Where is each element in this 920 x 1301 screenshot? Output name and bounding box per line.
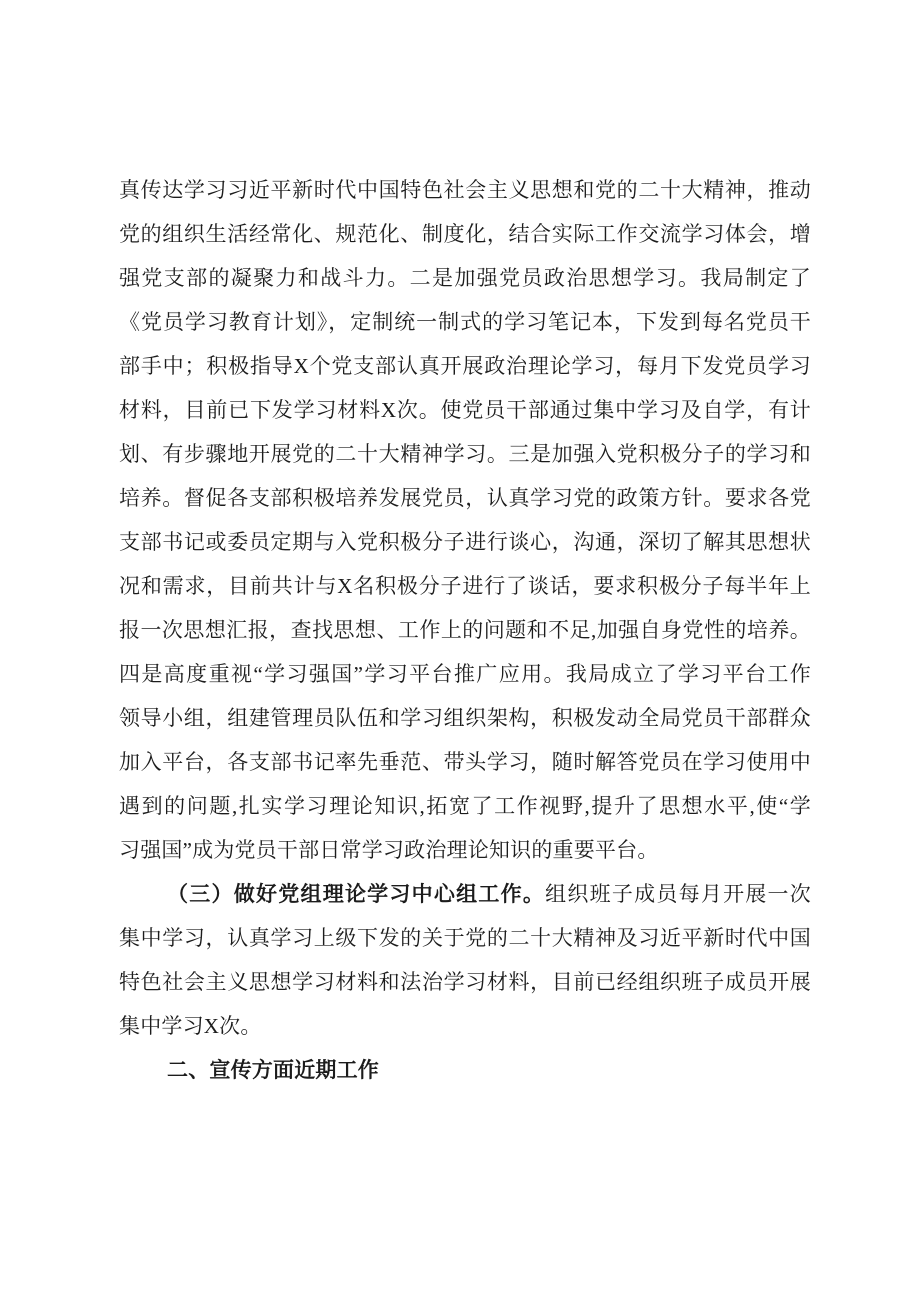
bold-text-run: 二、宣传方面近期工作 bbox=[167, 1058, 379, 1082]
text-run: 报一次思想汇报，查找思想、工作上的问题和不足,加强自身党性的培养。 bbox=[119, 618, 811, 642]
text-line bbox=[119, 1048, 811, 1092]
text-run: 强党支部的凝聚力和战斗力。二是加强党员政治思想学习。我局制定了 bbox=[119, 266, 811, 290]
text-run: 领导小组，组建管理员队伍和学习组织架构，积极发动全局党员干部群众 bbox=[119, 706, 811, 730]
text-run: 《党员学习教育计划》，定制统一制式的学习笔记本，下发到每名党员干 bbox=[119, 310, 811, 334]
text-run: 培养。督促各支部积极培养发展党员，认真学习党的政策方针。要求各党 bbox=[119, 486, 811, 510]
document-body bbox=[119, 168, 811, 1092]
text-run: 真传达学习习近平新时代中国特色社会主义思想和党的二十大精神，推动 bbox=[119, 178, 811, 202]
text-line bbox=[119, 608, 811, 652]
text-run: 习强国”成为党员干部日常学习政治理论知识的重要平台。 bbox=[119, 838, 659, 862]
text-line bbox=[119, 960, 811, 1004]
text-line bbox=[119, 168, 811, 212]
text-line bbox=[119, 828, 811, 872]
text-run: 特色社会主义思想学习材料和法治学习材料，目前已经组织班子成员开展 bbox=[119, 970, 811, 994]
text-run: 集中学习X次。 bbox=[119, 1014, 262, 1038]
text-run: 遇到的问题,扎实学习理论知识,拓宽了工作视野,提升了思想水平,使“学 bbox=[119, 794, 811, 818]
text-run: 部手中；积极指导X个党支部认真开展政治理论学习，每月下发党员学习 bbox=[119, 354, 811, 378]
text-line bbox=[119, 1004, 811, 1048]
heading-section-two bbox=[119, 1048, 811, 1092]
text-line bbox=[119, 872, 811, 916]
text-run: 划、有步骤地开展党的二十大精神学习。三是加强入党积极分子的学习和 bbox=[119, 442, 811, 466]
bold-text-run: （三）做好党组理论学习中心组工作。 bbox=[167, 882, 546, 906]
paragraph-continuation bbox=[119, 168, 811, 872]
text-line bbox=[119, 388, 811, 432]
text-line bbox=[119, 916, 811, 960]
text-line bbox=[119, 476, 811, 520]
paragraph-section-three bbox=[119, 872, 811, 1048]
text-run: 组织班子成员每月开展一次 bbox=[545, 882, 811, 906]
text-line bbox=[119, 212, 811, 256]
text-run: 党的组织生活经常化、规范化、制度化，结合实际工作交流学习体会，增 bbox=[119, 222, 811, 246]
text-line bbox=[119, 696, 811, 740]
text-run: 况和需求，目前共计与X名积极分子进行了谈话，要求积极分子每半年上 bbox=[119, 574, 811, 598]
text-line bbox=[119, 652, 811, 696]
text-run: 支部书记或委员定期与入党积极分子进行谈心，沟通，深切了解其思想状 bbox=[119, 530, 811, 554]
text-line bbox=[119, 432, 811, 476]
text-line bbox=[119, 564, 811, 608]
text-run: 四是高度重视“学习强国”学习平台推广应用。我局成立了学习平台工作 bbox=[119, 662, 811, 686]
text-run: 集中学习，认真学习上级下发的关于党的二十大精神及习近平新时代中国 bbox=[119, 926, 811, 950]
text-line bbox=[119, 256, 811, 300]
text-run: 加入平台，各支部书记率先垂范、带头学习，随时解答党员在学习使用中 bbox=[119, 750, 811, 774]
text-run: 材料，目前已下发学习材料X次。使党员干部通过集中学习及自学，有计 bbox=[119, 398, 811, 422]
text-line bbox=[119, 740, 811, 784]
text-line bbox=[119, 784, 811, 828]
text-line bbox=[119, 300, 811, 344]
text-line bbox=[119, 344, 811, 388]
text-line bbox=[119, 520, 811, 564]
